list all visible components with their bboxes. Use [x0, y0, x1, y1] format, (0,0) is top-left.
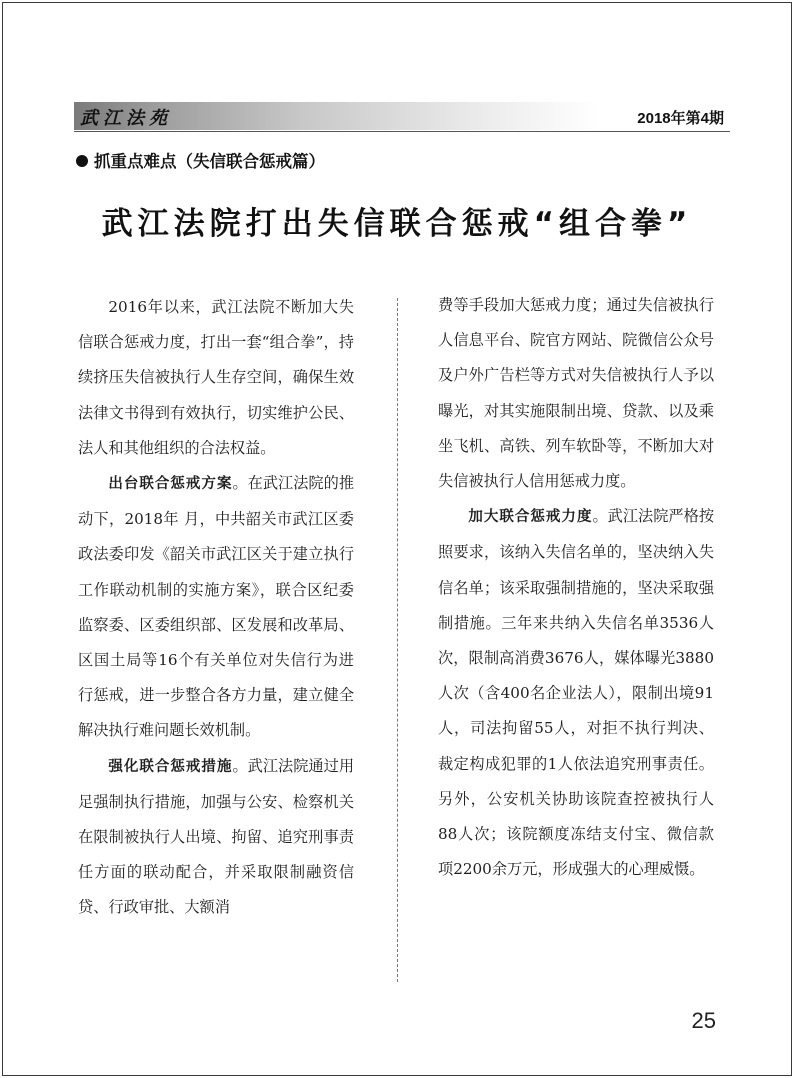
- header-rule: [74, 131, 730, 132]
- paragraph: [438, 499, 714, 887]
- issue-label: 2018年第4期: [637, 110, 724, 127]
- journal-name: 武江法苑: [80, 108, 172, 129]
- paragraph-lead: 加大联合惩戒力度: [468, 509, 593, 526]
- paragraph: 费等手段加大惩戒力度；通过失信被执行人信息平台、院官方网站、院微信公众号及户外广告栏等方式对失信被执行人予以曝光，对其实施限制出境、贷款、以及乘坐飞机、高铁、列车软卧等，不断加大对失信被执行人信用惩戒力度。: [438, 296, 714, 491]
- paragraph-lead: 出台联合惩戒方案: [108, 476, 233, 493]
- paragraph-body: 。在武江法院的推动下，2018年 月，中共韶关市武江区委政法委印发《韶关市武江区关于建立执行工作联动机制的实施方案》，联合区纪委监察委、区委组织部、区发展和改革局、区国土局等16个有关单位对失信行为进行惩戒，进一步整合各方力量，建立健全解决执行难问题长效机制。: [78, 474, 355, 740]
- column-divider: [397, 298, 398, 982]
- paragraph: 2016年以来，武江法院不断加大失信联合惩戒力度，打出一套“组合拳”，持续挤压失信被执行人生存空间，确保生效法律文书得到有效执行，切实维护公民、法人和其他组织的合法权益。: [78, 298, 354, 457]
- paragraph: [78, 749, 354, 926]
- section-label: [76, 148, 325, 172]
- paragraph-lead: 强化联合惩戒措施: [108, 758, 233, 775]
- bullet-icon: [76, 155, 88, 167]
- right-column: [438, 288, 714, 887]
- left-column: [78, 290, 354, 926]
- paragraph: [78, 466, 354, 749]
- paragraph-body: 。武江法院严格按照要求，该纳入失信名单的，坚决纳入失信名单；该采取强制措施的，坚决采取强制措施。三年来共纳入失信名单3536人次，限制高消费3676人，媒体曝光3880人次（含400名企业法人），限制出境91人，司法拘留55人，对拒不执行判决、裁定构成犯罪的1人依法追究刑事责任。另外，公安机关协助该院查控被执行人88人次；该院额度冻结支付宝、微信款项2200余万元，形成强大的心理威慑。: [438, 507, 715, 879]
- header-band: [74, 102, 730, 130]
- section-label-text: 抓重点难点（失信联合惩戒篇）: [94, 152, 325, 171]
- paragraph-body: 。武江法院通过用足强制执行措施，加强与公安、检察机关在限制被执行人出境、拘留、追究刑事责任方面的联动配合，并采取限制融资信贷、行政审批、大额消: [78, 756, 355, 917]
- article-headline: 武江法院打出失信联合惩戒“组合拳”: [101, 206, 693, 242]
- page-number: 25: [691, 1008, 716, 1033]
